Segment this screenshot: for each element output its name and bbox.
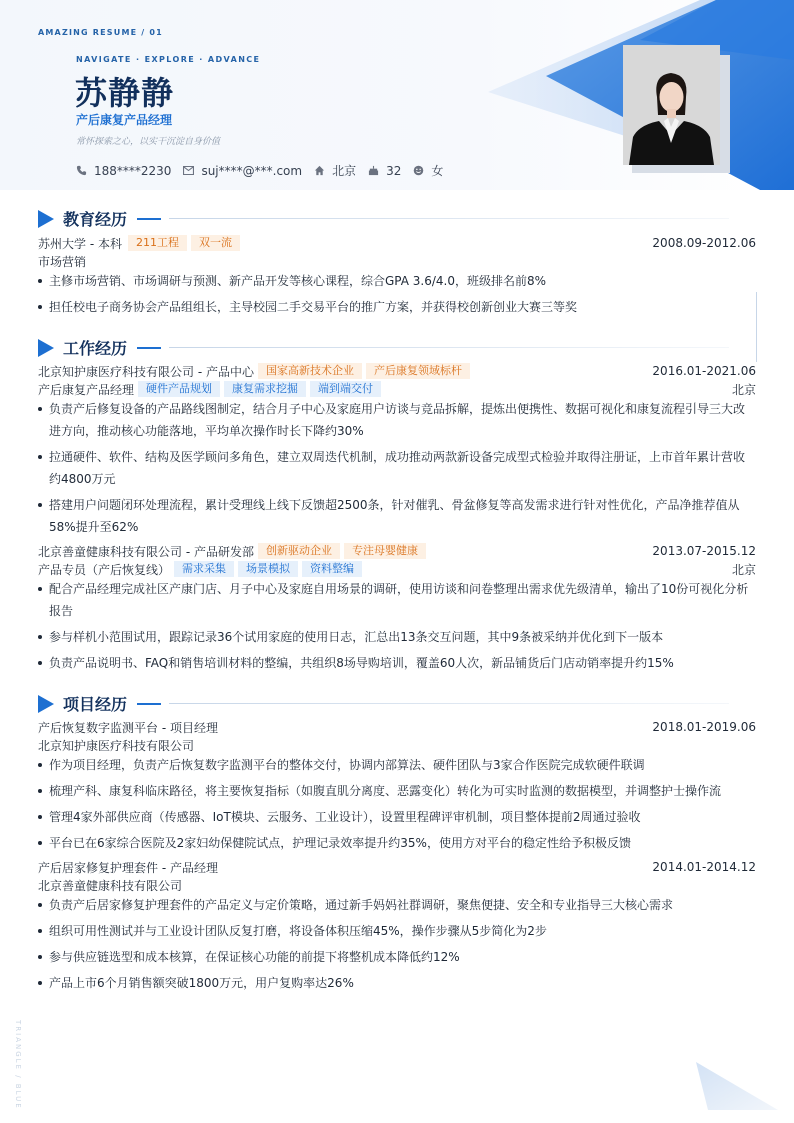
role-tag: 端到端交付 bbox=[310, 381, 381, 397]
project-title-row bbox=[38, 718, 756, 736]
education-row bbox=[38, 234, 756, 252]
work-bullet: 参与样机小范围试用，跟踪记录36个试用家庭的使用日志，汇总出13条交互问题，其中9条被采纳并优化到下一版本 bbox=[38, 626, 750, 648]
contact-city bbox=[314, 162, 356, 179]
project-bullet: 作为项目经理，负责产后恢复数字监测平台的整体交付，协调内部算法、硬件团队与3家合作医院完成软硬件联调 bbox=[38, 754, 750, 776]
major: 市场营销 bbox=[38, 254, 87, 269]
company-tag: 产后康复领域标杆 bbox=[366, 363, 470, 379]
role-tag: 需求采集 bbox=[174, 561, 234, 577]
gender-text: 女 bbox=[431, 164, 444, 178]
motto: 常怀探索之心，以实干沉淀自身价值 bbox=[76, 137, 221, 147]
company-tag: 国家高新技术企业 bbox=[258, 363, 362, 379]
project-date: 2014.01-2014.12 bbox=[652, 860, 756, 874]
section-dash bbox=[137, 347, 161, 349]
role-name: 产后康复产品经理 bbox=[38, 382, 135, 397]
project-bullet: 管理4家外部供应商（传感器、IoT模块、云服务、工业设计），设置里程碑评审机制，项目整体提前2周通过验收 bbox=[38, 806, 750, 828]
contact-gender bbox=[413, 162, 443, 179]
contact-bar bbox=[76, 162, 455, 179]
work-company-row bbox=[38, 362, 756, 380]
work-bullet: 拉通硬件、软件、结构及医学顾问多角色，建立双周迭代机制，成功推动两款新设备完成型式检验并取得注册证，上市首年累计营收约4800万元 bbox=[38, 446, 750, 490]
age-text: 32 bbox=[386, 163, 402, 178]
section-title: 项目经历 bbox=[63, 695, 128, 714]
section-dash bbox=[137, 703, 161, 705]
role-tag: 康复需求挖掘 bbox=[224, 381, 306, 397]
school-name: 苏州大学 - 本科 bbox=[38, 236, 122, 251]
job-title: 产后康复产品经理 bbox=[76, 113, 173, 127]
work-company-row bbox=[38, 542, 756, 560]
project-name: 产后居家修复护理套件 - 产品经理 bbox=[38, 860, 218, 875]
project-name: 产后恢复数字监测平台 - 项目经理 bbox=[38, 720, 218, 735]
mail-icon bbox=[183, 166, 194, 175]
work-role-row bbox=[38, 380, 756, 398]
brand-top-text: AMAZING RESUME / 01 bbox=[38, 28, 163, 37]
vertical-footer-text: TRIANGLE / BLUE bbox=[14, 1020, 22, 1110]
section-line bbox=[169, 218, 729, 219]
company-tag: 创新驱动企业 bbox=[258, 543, 340, 559]
section-line bbox=[169, 703, 729, 704]
work-bullet: 负责产品说明书、FAQ和销售培训材料的整编，共组织8场导购培训，覆盖60人次，新品铺货后门店动销率提升约15% bbox=[38, 652, 750, 674]
role-tag: 场景模拟 bbox=[238, 561, 298, 577]
tagline: NAVIGATE · EXPLORE · ADVANCE bbox=[76, 55, 261, 64]
education-bullet: 担任校电子商务协会产品组组长，主导校园二手交易平台的推广方案，并获得校创新创业大赛三等奖 bbox=[38, 296, 750, 318]
section-triangle-icon bbox=[38, 210, 54, 228]
candidate-name: 苏静静 bbox=[75, 74, 175, 112]
school-tag: 双一流 bbox=[191, 235, 240, 251]
side-rule bbox=[756, 292, 757, 362]
work-bullet: 搭建用户问题闭环处理流程，累计受理线上线下反馈超2500条，针对催乳、骨盆修复等高发需求进行针对性优化，产品净推荐值从58%提升至62% bbox=[38, 494, 750, 538]
education-major-row bbox=[38, 252, 756, 270]
section-title: 教育经历 bbox=[63, 210, 128, 229]
work-date: 2013.07-2015.12 bbox=[652, 544, 756, 558]
section-dash bbox=[137, 218, 161, 220]
work-role-row bbox=[38, 560, 756, 578]
project-bullet: 平台已在6家综合医院及2家妇幼保健院试点，护理记录效率提升约35%，使用方对平台的稳定性给予积极反馈 bbox=[38, 832, 750, 854]
section-work bbox=[38, 336, 729, 359]
smiley-icon bbox=[413, 165, 424, 176]
project-company-row bbox=[38, 736, 756, 754]
phone-text: 188****2230 bbox=[94, 163, 172, 178]
work-city: 北京 bbox=[731, 562, 756, 577]
project-bullet: 参与供应链选型和成本核算，在保证核心功能的前提下将整机成本降低约12% bbox=[38, 946, 750, 968]
work-bullet: 负责产后修复设备的产品路线图制定，结合月子中心及家庭用户访谈与竞品拆解，提炼出便携性、数据可视化和康复流程引导三大改进方向，推动核心功能落地，平均单次操作时长下降约30% bbox=[38, 398, 750, 442]
school-tag: 211工程 bbox=[128, 235, 187, 251]
company-tag: 专注母婴健康 bbox=[344, 543, 426, 559]
contact-email bbox=[183, 164, 302, 178]
work-city: 北京 bbox=[731, 382, 756, 397]
section-triangle-icon bbox=[38, 695, 54, 713]
education-bullet: 主修市场营销、市场调研与预测、新产品开发等核心课程，综合GPA 3.6/4.0，班级排名前8% bbox=[38, 270, 750, 292]
contact-age bbox=[368, 164, 401, 178]
footer-triangle bbox=[690, 1058, 794, 1123]
company-name: 北京善童健康科技有限公司 - 产品研发部 bbox=[38, 544, 254, 559]
project-bullet: 组织可用性测试并与工业设计团队反复打磨，将设备体积压缩45%，操作步骤从5步简化为2步 bbox=[38, 920, 750, 942]
work-bullet: 配合产品经理完成社区产康门店、月子中心及家庭自用场景的调研，使用访谈和问卷整理出需求优先级清单，输出了10份可视化分析报告 bbox=[38, 578, 750, 622]
cake-icon bbox=[368, 165, 379, 176]
role-tag: 硬件产品规划 bbox=[138, 381, 220, 397]
project-company-row bbox=[38, 876, 756, 894]
section-title: 工作经历 bbox=[63, 339, 128, 358]
section-line bbox=[169, 347, 729, 348]
city-text: 北京 bbox=[332, 164, 357, 178]
work-date: 2016.01-2021.06 bbox=[652, 364, 756, 378]
project-bullet: 梳理产科、康复科临床路径，将主要恢复指标（如腹直肌分离度、恶露变化）转化为可实时监测的数据模型，并调整护士操作流 bbox=[38, 780, 750, 802]
section-education bbox=[38, 207, 729, 230]
section-projects bbox=[38, 692, 729, 715]
project-date: 2018.01-2019.06 bbox=[652, 720, 756, 734]
contact-phone bbox=[76, 164, 171, 178]
role-tag: 资料整编 bbox=[302, 561, 362, 577]
project-bullet: 产品上市6个月销售额突破1800万元，用户复购率达26% bbox=[38, 972, 750, 994]
project-company: 北京善童健康科技有限公司 bbox=[38, 878, 183, 893]
section-triangle-icon bbox=[38, 339, 54, 357]
company-name: 北京知护康医疗科技有限公司 - 产品中心 bbox=[38, 364, 254, 379]
profile-photo bbox=[623, 45, 720, 165]
email-text: suj****@***.com bbox=[201, 163, 303, 178]
portrait-illustration bbox=[623, 45, 720, 165]
home-icon bbox=[314, 165, 325, 176]
phone-icon bbox=[76, 165, 87, 176]
resume-header bbox=[0, 0, 794, 190]
role-name: 产品专员（产后恢复线） bbox=[38, 562, 171, 577]
project-title-row bbox=[38, 858, 756, 876]
project-company: 北京知护康医疗科技有限公司 bbox=[38, 738, 195, 753]
education-date: 2008.09-2012.06 bbox=[652, 236, 756, 250]
project-bullet: 负责产后居家修复护理套件的产品定义与定价策略，通过新手妈妈社群调研，聚焦便捷、安全和专业指导三大核心需求 bbox=[38, 894, 750, 916]
